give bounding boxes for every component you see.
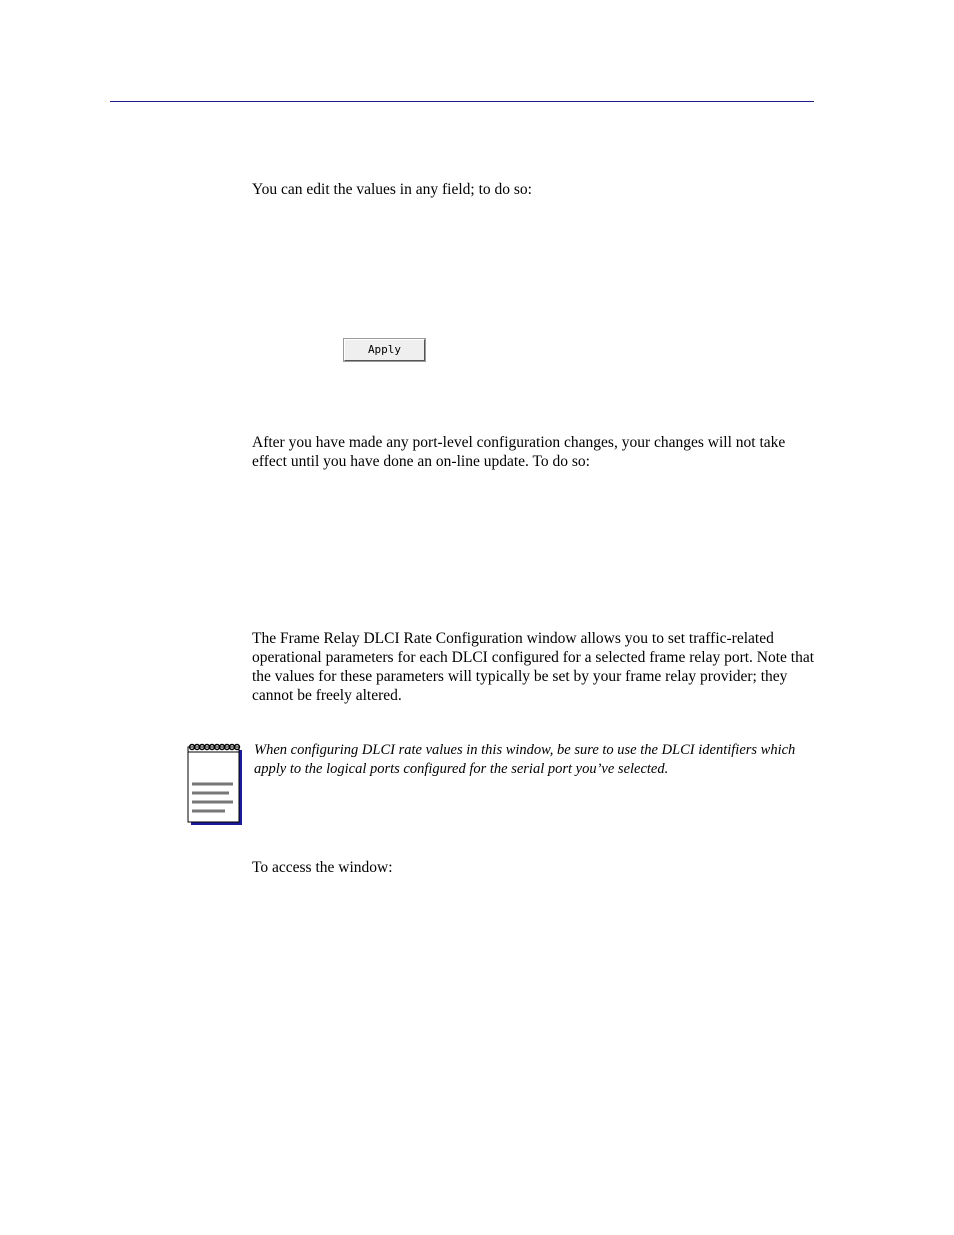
paragraph-port-update: After you have made any port-level configuration changes, your changes will not take effect until you have done an on-line update. To do so: (252, 434, 786, 470)
note-text: When configuring DLCI rate values in this window, be sure to use the DLCI identifiers which apply to the logical ports configured for the serial port you’ve selected. (254, 742, 796, 777)
paragraph-edit-intro: You can edit the values in any field; to do so: (252, 181, 532, 198)
header-rule (110, 101, 814, 102)
paragraph-access: To access the window: (252, 859, 393, 876)
apply-button[interactable]: Apply (344, 339, 425, 361)
notepad-icon (186, 743, 242, 825)
paragraph-dlci-intro: The Frame Relay DLCI Rate Configuration window allows you to set traffic-related operational parameters for each DLCI configured for a selected frame relay port. Note that the values for these parameters will typically be set by your frame relay provider; they cannot be freely altered. (252, 630, 815, 704)
